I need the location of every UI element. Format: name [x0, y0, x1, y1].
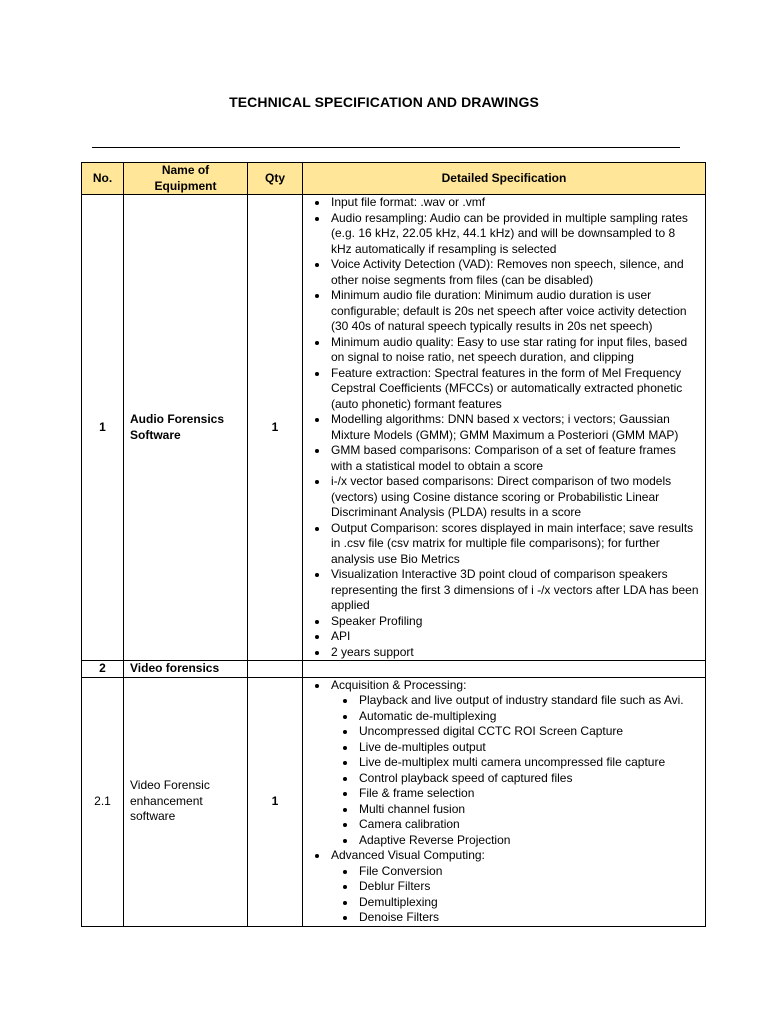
specification-list: [309, 678, 699, 926]
header-detailed-specification: Detailed Specification: [303, 163, 706, 195]
page-title: TECHNICAL SPECIFICATION AND DRAWINGS: [229, 94, 539, 110]
list-item: • i-/x vector based comparisons: Direct comparison of two models (vectors) using Cosine distance scoring or Probabilistic Linear Discriminant Analysis (PLDA) results in a score: [329, 474, 699, 521]
list-item: • Control playback speed of captured files: [357, 771, 699, 787]
header-qty: Qty: [248, 163, 303, 195]
list-item: • Live de-multiples output: [357, 740, 699, 756]
group-label-advanced-visual-computing: Advanced Visual Computing:: [331, 848, 485, 862]
title-underline: [92, 147, 680, 148]
list-item: • Playback and live output of industry standard file such as Avi.: [357, 693, 699, 709]
list-item: • Uncompressed digital CCTC ROI Screen Capture: [357, 724, 699, 740]
quantity: 1: [248, 195, 303, 661]
list-item: • File & frame selection: [357, 786, 699, 802]
list-item: • File Conversion: [357, 864, 699, 880]
row-number: 2: [82, 661, 124, 678]
quantity: [248, 661, 303, 678]
list-item: • Input file format: .wav or .vmf: [329, 195, 699, 211]
list-item: • Demultiplexing: [357, 895, 699, 911]
table-row: [82, 661, 706, 678]
specification-table: [81, 162, 706, 927]
list-item: • Adaptive Reverse Projection: [357, 833, 699, 849]
sub-list: [331, 864, 699, 926]
list-item: • Minimum audio quality: Easy to use star rating for input files, based on signal to noise ratio, net speech duration, and clipping: [329, 335, 699, 366]
specification-cell: [303, 677, 706, 926]
header-name-of-equipment: Name of Equipment: [124, 163, 248, 195]
row-number: 1: [82, 195, 124, 661]
specification-cell: [303, 661, 706, 678]
header-no: No.: [82, 163, 124, 195]
group-label-acquisition: Acquisition & Processing:: [331, 677, 467, 692]
list-item: • Live de-multiplex multi camera uncompressed file capture: [357, 755, 699, 771]
list-item: • Speaker Profiling: [329, 614, 699, 630]
specification-list: [309, 195, 699, 660]
list-item: • 2 years support: [329, 645, 699, 661]
list-item: • Camera calibration: [357, 817, 699, 833]
list-item: • Minimum audio file duration: Minimum audio duration is user configurable; default is 20s net speech after voice activity detection (30 40s of natural speech typically results in 20s net speech): [329, 288, 699, 335]
equipment-name: Video Forensic enhancement software: [124, 677, 248, 926]
list-item: • Voice Activity Detection (VAD): Removes non speech, silence, and other noise segments from files (can be disabled): [329, 257, 699, 288]
list-item: • Multi channel fusion: [357, 802, 699, 818]
list-item: • Automatic de-multiplexing: [357, 709, 699, 725]
list-item: • Deblur Filters: [357, 879, 699, 895]
list-item: [329, 848, 699, 926]
list-item: • API: [329, 629, 699, 645]
table-row: [82, 195, 706, 661]
list-item: [329, 678, 699, 849]
list-item: • Denoise Filters: [357, 910, 699, 926]
table-row: [82, 677, 706, 926]
list-item: • Modelling algorithms: DNN based x vectors; i vectors; Gaussian Mixture Models (GMM); GMM Maximum a Posteriori (GMM MAP): [329, 412, 699, 443]
equipment-name: Audio Forensics Software: [124, 195, 248, 661]
list-item: • Visualization Interactive 3D point cloud of comparison speakers representing the first 3 dimensions of i -/x vectors after LDA has been applied: [329, 567, 699, 614]
list-item: • GMM based comparisons: Comparison of a set of feature frames with a statistical model to obtain a score: [329, 443, 699, 474]
row-number: 2.1: [82, 677, 124, 926]
sub-list: [331, 693, 699, 848]
specification-cell: [303, 195, 706, 661]
list-item: • Audio resampling: Audio can be provided in multiple sampling rates (e.g. 16 kHz, 22.05 kHz, 44.1 kHz) and will be downsampled to 8 kHz automatically if resampling is selected: [329, 211, 699, 258]
list-item: • Output Comparison: scores displayed in main interface; save results in .csv file (csv matrix for multiple file comparisons); for further analysis use Bio Metrics: [329, 521, 699, 568]
quantity: 1: [248, 677, 303, 926]
equipment-name: Video forensics: [124, 661, 248, 678]
table-header-row: [82, 163, 706, 195]
list-item: • Feature extraction: Spectral features in the form of Mel Frequency Cepstral Coefficients (MFCCs) or automatically extracted phonetic (auto phonetic) formant features: [329, 366, 699, 413]
